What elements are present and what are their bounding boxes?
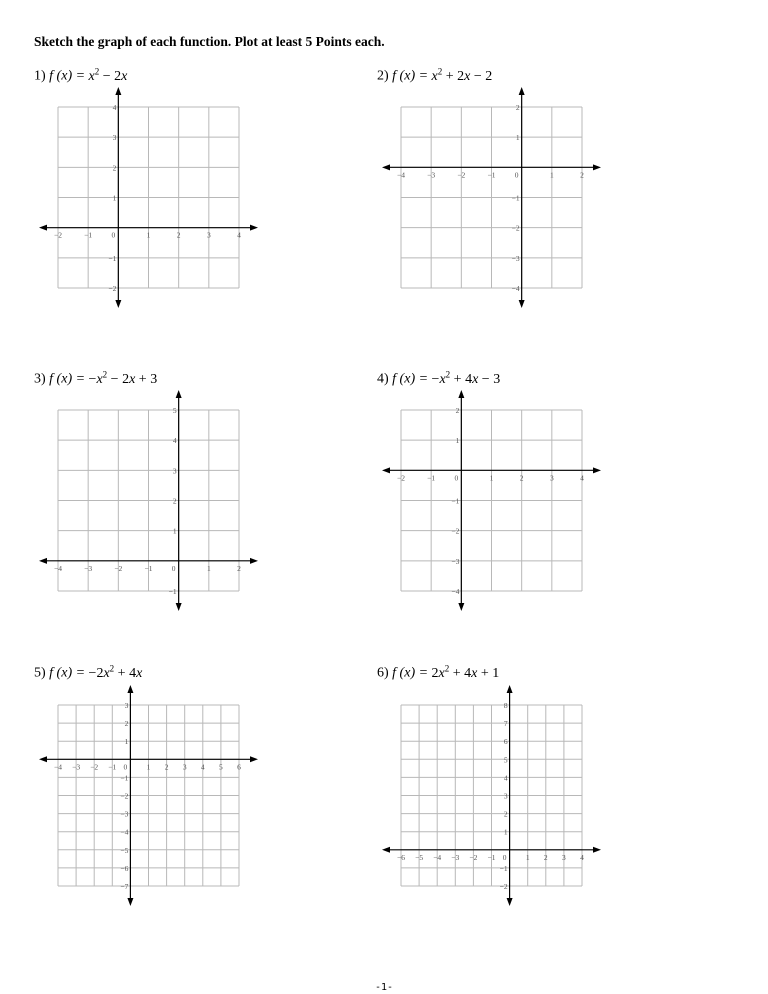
y-tick-label: 2 bbox=[503, 809, 508, 819]
page-number: -1- bbox=[374, 982, 394, 993]
arrow-left-icon bbox=[39, 756, 47, 762]
x-tick-label: 4 bbox=[200, 762, 205, 772]
y-tick-label: 7 bbox=[503, 719, 508, 729]
problem-5-label: 5) f $(x) = -2x^2 + 4x$ bbox=[34, 663, 143, 681]
x-tick-label: −1 bbox=[427, 473, 436, 483]
arrow-right-icon bbox=[250, 225, 258, 231]
arrow-left-icon bbox=[382, 164, 390, 170]
y-tick-label: 4 bbox=[112, 103, 117, 112]
x-tick-label: −2 bbox=[54, 230, 62, 240]
function-expression: $-x^2 - 2x + 3$ bbox=[88, 369, 158, 387]
arrow-right-icon bbox=[593, 467, 601, 473]
y-tick-label: 1 bbox=[172, 526, 177, 536]
y-tick-label: 1 bbox=[455, 436, 460, 446]
y-tick-label: 1 bbox=[112, 193, 117, 203]
y-tick-label: −5 bbox=[120, 845, 129, 855]
arrow-left-icon bbox=[39, 225, 47, 231]
y-tick-label: 6 bbox=[503, 737, 508, 747]
x-tick-label: 1 bbox=[146, 230, 151, 240]
graph-6 bbox=[381, 685, 602, 906]
y-tick-label: −4 bbox=[451, 587, 460, 596]
y-tick-label: 1 bbox=[124, 737, 129, 747]
graph-3 bbox=[38, 390, 259, 611]
x-tick-label: 0 bbox=[454, 473, 459, 483]
x-tick-label: 4 bbox=[580, 473, 584, 483]
y-tick-label: 8 bbox=[503, 701, 508, 710]
y-tick-label: −4 bbox=[511, 284, 520, 293]
x-tick-label: −1 bbox=[487, 852, 496, 862]
x-tick-label: −2 bbox=[114, 563, 123, 573]
arrow-down-icon bbox=[519, 300, 525, 308]
x-tick-label: −1 bbox=[487, 170, 496, 180]
x-tick-label: 6 bbox=[237, 762, 241, 772]
y-tick-label: 1 bbox=[503, 827, 508, 837]
x-tick-label: −6 bbox=[397, 852, 405, 862]
x-tick-label: 0 bbox=[502, 852, 507, 862]
arrow-up-icon bbox=[458, 390, 464, 398]
x-tick-label: 0 bbox=[123, 762, 128, 772]
problem-6-label: 6) f $(x) = 2x^2 + 4x + 1$ bbox=[377, 663, 500, 681]
x-tick-label: −1 bbox=[108, 762, 117, 772]
x-tick-label: 3 bbox=[206, 230, 211, 240]
x-tick-label: 1 bbox=[489, 473, 494, 483]
arrow-down-icon bbox=[115, 300, 121, 308]
arrow-up-icon bbox=[176, 390, 182, 398]
y-tick-label: −3 bbox=[451, 556, 460, 566]
x-tick-label: −3 bbox=[451, 852, 460, 862]
function-expression: $-x^2 + 4x - 3$ bbox=[431, 369, 501, 387]
instructions-heading: Sketch the graph of each function. Plot at least 5 Points each. bbox=[34, 34, 385, 49]
arrow-right-icon bbox=[250, 558, 258, 564]
x-tick-label: 4 bbox=[237, 230, 241, 240]
arrow-right-icon bbox=[593, 164, 601, 170]
x-tick-label: 3 bbox=[182, 762, 187, 772]
y-tick-label: −2 bbox=[451, 526, 460, 536]
y-tick-label: −6 bbox=[120, 863, 129, 873]
arrow-right-icon bbox=[593, 847, 601, 853]
x-tick-label: 0 bbox=[514, 170, 519, 180]
y-tick-label: 3 bbox=[172, 466, 177, 476]
y-tick-label: −2 bbox=[511, 223, 520, 233]
y-tick-label: −1 bbox=[108, 253, 117, 263]
y-tick-label: −3 bbox=[120, 809, 129, 819]
x-tick-label: 1 bbox=[206, 563, 211, 573]
y-tick-label: 1 bbox=[515, 133, 520, 143]
y-tick-label: 3 bbox=[112, 133, 117, 143]
x-tick-label: −4 bbox=[397, 170, 405, 180]
x-tick-label: −1 bbox=[144, 563, 153, 573]
x-tick-label: −4 bbox=[54, 563, 62, 573]
arrow-down-icon bbox=[176, 603, 182, 611]
x-tick-label: −4 bbox=[433, 852, 442, 862]
function-expression: $x^2 + 2x - 2$ bbox=[431, 66, 493, 84]
y-tick-label: −3 bbox=[511, 253, 520, 263]
function-expression: $-2x^2 + 4x$ bbox=[88, 663, 143, 681]
arrow-left-icon bbox=[382, 467, 390, 473]
x-tick-label: −3 bbox=[84, 563, 93, 573]
x-tick-label: −2 bbox=[469, 852, 478, 862]
problem-4-label: 4) f $(x) = -x^2 + 4x - 3$ bbox=[377, 369, 501, 387]
y-tick-label: 4 bbox=[172, 436, 177, 446]
y-tick-label: −2 bbox=[499, 882, 508, 891]
problem-3-label: 3) f $(x) = -x^2 - 2x + 3$ bbox=[34, 369, 158, 387]
y-tick-label: 2 bbox=[124, 719, 129, 729]
x-tick-label: 2 bbox=[176, 230, 181, 240]
x-tick-label: 2 bbox=[519, 473, 524, 483]
graph-2 bbox=[381, 87, 602, 308]
arrow-down-icon bbox=[458, 603, 464, 611]
y-tick-label: −2 bbox=[120, 791, 129, 801]
x-tick-label: 2 bbox=[237, 563, 241, 573]
problem-1-label: 1) f $(x) = x^2 - 2x$ bbox=[34, 66, 128, 84]
x-tick-label: 5 bbox=[219, 762, 223, 772]
x-tick-label: −2 bbox=[397, 473, 405, 483]
x-tick-label: −3 bbox=[72, 762, 81, 772]
x-tick-label: 4 bbox=[580, 852, 584, 862]
x-tick-label: 1 bbox=[549, 170, 554, 180]
graph-5 bbox=[38, 685, 259, 906]
y-tick-label: 3 bbox=[503, 791, 508, 801]
x-tick-label: −1 bbox=[84, 230, 93, 240]
y-tick-label: −4 bbox=[120, 827, 129, 837]
arrow-up-icon bbox=[507, 685, 513, 693]
problem-2-label: 2) f $(x) = x^2 + 2x - 2$ bbox=[377, 66, 493, 84]
y-tick-label: 2 bbox=[515, 103, 520, 112]
arrow-down-icon bbox=[127, 898, 133, 906]
y-tick-label: 5 bbox=[172, 406, 177, 415]
y-tick-label: 4 bbox=[503, 773, 508, 783]
graph-1 bbox=[38, 87, 259, 308]
x-tick-label: 2 bbox=[543, 852, 548, 862]
x-tick-label: 2 bbox=[164, 762, 169, 772]
y-tick-label: 2 bbox=[112, 163, 117, 173]
y-tick-label: −2 bbox=[108, 284, 117, 293]
y-tick-label: −1 bbox=[168, 587, 177, 596]
y-tick-label: −1 bbox=[120, 773, 129, 783]
y-tick-label: 5 bbox=[503, 755, 508, 765]
x-tick-label: −2 bbox=[90, 762, 99, 772]
y-tick-label: 3 bbox=[124, 701, 129, 710]
x-tick-label: 3 bbox=[549, 473, 554, 483]
y-tick-label: −1 bbox=[451, 496, 460, 506]
x-tick-label: 0 bbox=[171, 563, 176, 573]
x-tick-label: 3 bbox=[562, 852, 566, 862]
arrow-right-icon bbox=[250, 756, 258, 762]
arrow-up-icon bbox=[127, 685, 133, 693]
arrow-left-icon bbox=[39, 558, 47, 564]
function-expression: $x^2 - 2x$ bbox=[88, 66, 128, 84]
x-tick-label: 0 bbox=[111, 230, 116, 240]
arrow-left-icon bbox=[382, 847, 390, 853]
function-expression: $2x^2 + 4x + 1$ bbox=[431, 663, 500, 681]
x-tick-label: −4 bbox=[54, 762, 62, 772]
y-tick-label: −1 bbox=[511, 193, 520, 203]
arrow-down-icon bbox=[507, 898, 513, 906]
x-tick-label: −3 bbox=[427, 170, 436, 180]
graph-4 bbox=[381, 390, 602, 611]
arrow-up-icon bbox=[519, 87, 525, 95]
y-tick-label: 2 bbox=[172, 496, 177, 506]
y-tick-label: −1 bbox=[499, 863, 508, 873]
x-tick-label: 1 bbox=[525, 852, 530, 862]
y-tick-label: 2 bbox=[455, 406, 460, 415]
x-tick-label: 2 bbox=[580, 170, 584, 180]
arrow-up-icon bbox=[115, 87, 121, 95]
x-tick-label: 1 bbox=[146, 762, 151, 772]
x-tick-label: −2 bbox=[457, 170, 466, 180]
y-tick-label: −7 bbox=[120, 882, 129, 891]
x-tick-label: −5 bbox=[415, 852, 424, 862]
